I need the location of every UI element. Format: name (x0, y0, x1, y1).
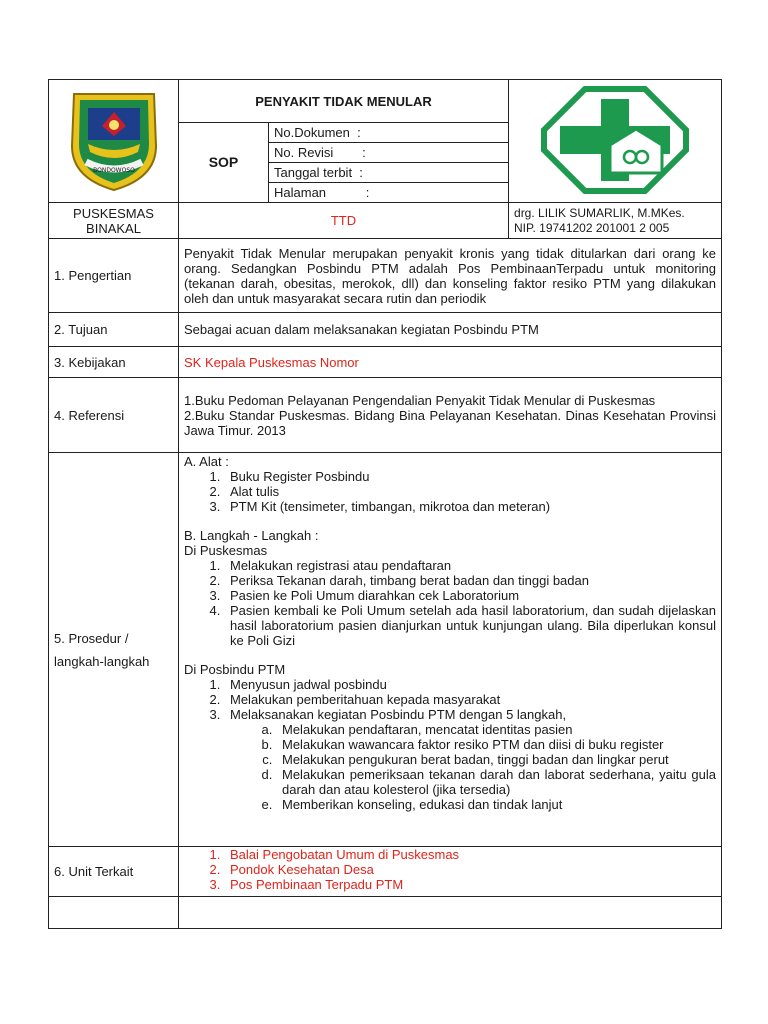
list-item: 4. Pasien kembali ke Poli Umum setelah ada hasil laboratorium, dan sudah dijelaskan hasil laboratorium pasien dianjurkan untuk kunjungan ulang. Bila diperlukan konsul ke Poli Gizi (224, 603, 716, 648)
meta-tanggal-terbit: Tanggal terbit : (269, 163, 509, 183)
puskesmas-steps (184, 558, 716, 648)
empty-label-cell (49, 897, 179, 929)
list-item: 3. Pasien ke Poli Umum diarahkan cek Laboratorium (224, 588, 716, 603)
alat-list (184, 469, 716, 514)
list-item: 3. Melaksanakan kegiatan Posbindu PTM dengan 5 langkah, (224, 707, 716, 722)
list-item: c. Melakukan pengukuran berat badan, tinggi badan dan lingkar perut (276, 752, 716, 767)
sop-table (48, 79, 722, 929)
text-tujuan: Sebagai acuan dalam melaksanakan kegiatan Posbindu PTM (179, 313, 722, 347)
list-item: 2. Pondok Kesehatan Desa (224, 862, 716, 877)
sop-document (48, 79, 721, 929)
posbindu-sub-steps (184, 722, 716, 812)
svg-text:BONDOWOSO: BONDOWOSO (92, 166, 135, 174)
di-puskesmas-heading: Di Puskesmas (184, 543, 268, 558)
sop-label: SOP (179, 123, 269, 203)
list-item: 1. Balai Pengobatan Umum di Puskesmas (224, 847, 716, 862)
regency-crest-cell (49, 80, 179, 203)
list-item: 1. Menyusun jadwal posbindu (224, 677, 716, 692)
signer-nip: NIP. 19741202 201001 2 005 (514, 220, 670, 235)
signer-name: drg. LILIK SUMARLIK, M.MKes. (514, 205, 685, 220)
label-prosedur: 5. Prosedur / langkah-langkah (49, 453, 179, 847)
regency-crest-icon (64, 86, 164, 194)
list-item: e. Memberikan konseling, edukasi dan tindak lanjut (276, 797, 716, 812)
langkah-heading: B. Langkah - Langkah : (184, 528, 319, 543)
signer-block (509, 203, 722, 239)
referensi-item-2: 2.Buku Standar Puskesmas. Bidang Bina Pelayanan Kesehatan. Dinas Kesehatan Provinsi Jawa Timur. 2013 (184, 407, 717, 438)
text-kebijakan: SK Kepala Puskesmas Nomor (179, 347, 722, 378)
list-item: 2. Alat tulis (224, 484, 716, 499)
puskesmas-cross-icon (540, 85, 690, 195)
list-item: b. Melakukan wawancara faktor resiko PTM dan diisi di buku register (276, 737, 716, 752)
text-unit-terkait (179, 847, 722, 897)
label-tujuan: 2. Tujuan (49, 313, 179, 347)
list-item: 3. Pos Pembinaan Terpadu PTM (224, 877, 716, 892)
list-item: 3. PTM Kit (tensimeter, timbangan, mikrotoa dan meteran) (224, 499, 716, 514)
meta-no-revisi: No. Revisi : (269, 143, 509, 163)
unit-terkait-list (184, 847, 716, 892)
alat-heading: A. Alat : (184, 454, 229, 469)
list-item: 1. Buku Register Posbindu (224, 469, 716, 484)
referensi-item-1: 1.Buku Pedoman Pelayanan Pengendalian Penyakit Tidak Menular di Puskesmas (184, 392, 656, 408)
empty-content-cell (179, 897, 722, 929)
list-item: a. Melakukan pendaftaran, mencatat identitas pasien (276, 722, 716, 737)
org-name: PUSKESMAS BINAKAL (49, 203, 179, 239)
di-posbindu-heading: Di Posbindu PTM (184, 662, 286, 677)
ttd-field: TTD (179, 203, 509, 239)
list-item: d. Melakukan pemeriksaan tekanan darah dan laborat sederhana, yaitu gula darah dan atau kolesterol (jika tersedia) (276, 767, 716, 797)
puskesmas-logo-cell (509, 80, 722, 203)
meta-no-dokumen: No.Dokumen : (269, 123, 509, 143)
list-item: 1. Melakukan registrasi atau pendaftaran (224, 558, 716, 573)
posbindu-steps (184, 677, 716, 722)
text-prosedur (179, 453, 722, 847)
document-title: PENYAKIT TIDAK MENULAR (179, 80, 509, 123)
text-referensi (179, 378, 722, 453)
label-kebijakan: 3. Kebijakan (49, 347, 179, 378)
list-item: 2. Periksa Tekanan darah, timbang berat badan dan tinggi badan (224, 573, 716, 588)
meta-halaman: Halaman : (269, 183, 509, 203)
label-referensi: 4. Referensi (49, 378, 179, 453)
list-item: 2. Melakukan pemberitahuan kepada masyarakat (224, 692, 716, 707)
label-pengertian: 1. Pengertian (49, 239, 179, 313)
label-unit-terkait: 6. Unit Terkait (49, 847, 179, 897)
text-pengertian: Penyakit Tidak Menular merupakan penyakit kronis yang tidak ditularkan dari orang ke orang. Sedangkan Posbindu PTM adalah Pos PembinaanTerpadu untuk monitoring (tekanan darah, obesitas, merokok, dll) dan konseling faktor resiko PTM yang dilakukan oleh dan untuk masyarakat secara rutin dan periodik (179, 239, 722, 313)
